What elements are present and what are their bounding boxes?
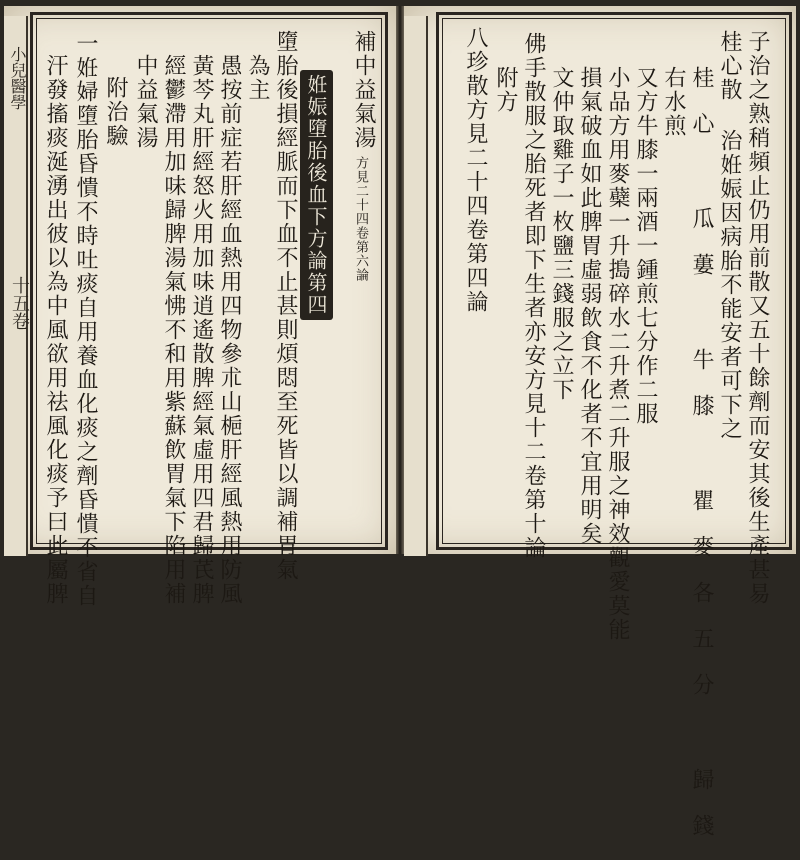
text-column: 汗發搐痰涎湧出彼以為中風欲用祛風化痰予曰此屬脾 xyxy=(43,54,68,606)
text-column: 一姙婦墮胎昏憒不時吐痰自用養血化痰之劑昏憒不省自 xyxy=(73,32,98,608)
book-gutter xyxy=(396,6,404,554)
text-column: 右水煎 xyxy=(661,66,686,138)
edge-page-number: 十五卷 xyxy=(9,276,30,330)
text-column: 子治之熟稍頻止仍用前散又五十餘劑而安其後生產甚易 xyxy=(745,30,770,606)
text-column: 補中益氣湯 xyxy=(351,30,376,150)
text-column: 墮胎後損經脈而下血不止甚則煩悶至死皆以調補胃氣 xyxy=(273,30,298,582)
section-heading: 姙娠墮胎後血下方論第四 xyxy=(300,70,333,320)
text-column: 文仲取雞子一枚鹽三錢服之立下 xyxy=(549,66,574,402)
text-column: 附治驗 xyxy=(103,76,128,148)
text-column: 桂心散 治姙娠因病胎不能安者可下之 xyxy=(717,30,742,441)
left-page-edge xyxy=(4,16,28,556)
text-column: 佛手散服之胎死者即下生者亦安方見十二卷第十論 xyxy=(521,32,546,560)
right-page-edge xyxy=(404,16,428,556)
text-column: 又方牛膝一兩酒一鍾煎七分作二服 xyxy=(633,66,658,426)
text-column: 損氣破血如此脾胃虛弱飲食不化者不宜用明矣 xyxy=(577,66,602,546)
text-column: 附方 xyxy=(493,66,518,114)
text-column: 黃芩丸肝經怒火用加味逍遙散脾經氣虛用四君歸芪脾 xyxy=(189,54,214,606)
ingredient-column: 桂心 瓜蔞 牛膝 瞿麥各五分 歸錢 xyxy=(689,66,714,860)
text-column: 為主 xyxy=(245,54,270,102)
margin-label-1: 小兒醫學 xyxy=(8,46,27,110)
text-column: 小品方用麥蘗一升搗碎水二升煮二升服之神效觀愛莫能 xyxy=(605,66,630,642)
text-column: 中益氣湯 xyxy=(133,54,158,150)
right-page xyxy=(404,6,796,860)
text-column: 經鬱滯用加味歸脾湯氣怫不和用紫蘇飲胃氣下陷用補 xyxy=(161,54,186,606)
annotation: 方見二十四卷第六論 xyxy=(353,156,368,282)
text-column: 愚按前症若肝經血熱用四物參朮山梔肝經風熱用防風 xyxy=(217,54,242,606)
left-page xyxy=(4,6,396,608)
text-column: 八珍散方見二十四卷第四論 xyxy=(463,26,488,314)
